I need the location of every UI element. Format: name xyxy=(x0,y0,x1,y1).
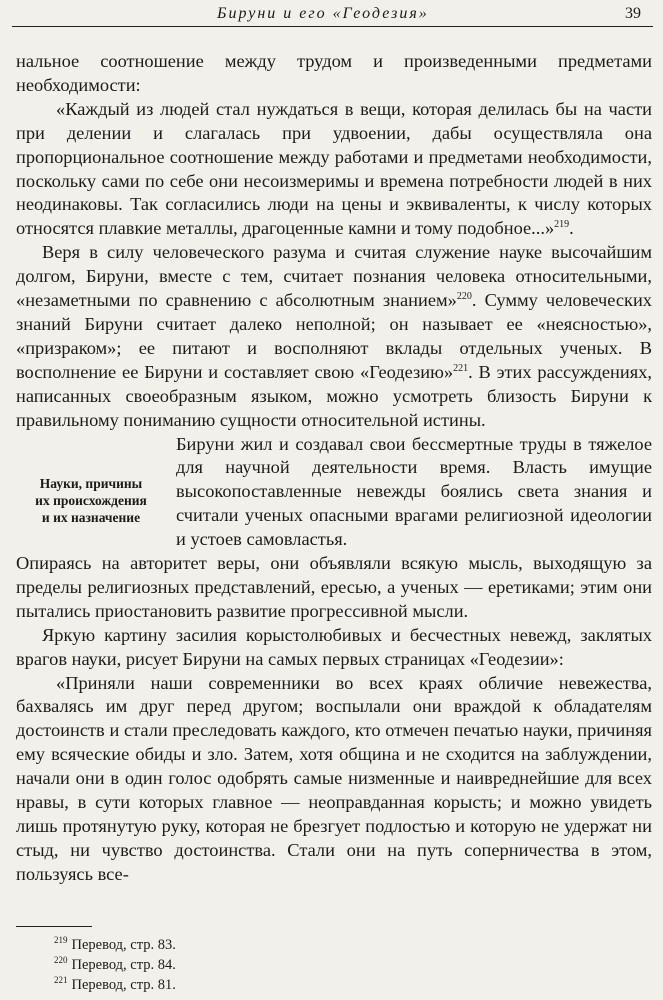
paragraph: Бируни жил и создавал свои бессмертные труды в тяжелое для научной деятельности время. Власть имущие высокопоставленные невежды боялись света знания и считали ученых опасными врагами религиозной идеологии и устоев самовластья. xyxy=(176,433,652,550)
footnotes xyxy=(54,935,176,995)
marginal-block xyxy=(16,433,652,553)
footnote: $^{221}$ Перевод, стр. 81. xyxy=(54,975,176,993)
main-text xyxy=(16,50,652,887)
footnote: $^{219}$ Перевод, стр. 83. xyxy=(54,935,176,953)
quote-paragraph: «Приняли наши современники во всех краях обличие невежества, бахвалясь им друг перед другом; воспылали они враждой к обладателям достоинств и стали преследовать каждого, кто отмечен печатью науки, причиняя ему всяческие обиды и зло. Затем, хотя община и не сходится на заблуждении, начали они в один голос одобрять самые низменные и наивреднейшие для всех нравы, в сути которых главное — неоправданная корысть; и можно увидеть лишь протянутую руку, которая не брезгует подлостью и которую не удержат ни стыд, ни чувство достоинства. Стали они на путь соперничества в этом, пользуясь все- xyxy=(16,672,652,884)
paragraph: нальное соотношение между трудом и произведенными предметами необходимости: xyxy=(16,51,652,95)
footnote-ref: 220 xyxy=(456,290,472,302)
paragraph: Опираясь на авторитет веры, они объявляли всякую мысль, выходящую за пределы религиозных представлений, ересью, а ученых — еретиками; этим они пытались приостановить развитие прогрессивной мысли. xyxy=(16,553,652,621)
header-rule xyxy=(12,26,653,27)
footnote-ref: 221 xyxy=(453,362,469,374)
running-head xyxy=(12,2,653,30)
paragraph: Яркую картину засилия корыстолюбивых и бесчестных невежд, заклятых врагов науки, рисует Бируни на самых первых страницах «Геодезии»: xyxy=(16,624,652,669)
footnote: $^{220}$ Перевод, стр. 84. xyxy=(54,955,176,973)
marginal-heading: Науки, причины их происхождения и их назначение xyxy=(35,475,147,525)
page-number: 39 xyxy=(625,5,641,22)
quote-paragraph: «Каждый из людей стал нуждаться в вещи, которая делилась бы на части при делении и слагалась при удвоении, дабы осуществляла она пропорциональное соотношение между работами и предметами необходимости, поскольку сами по себе они несоизмеримы и времена потребности людей в них неодинаковы. Так согласились люди на цены и эквиваленты, к числу которых относятся плавкие металлы, драгоценные камни и тому подобное...»$^{219}$. xyxy=(16,98,652,239)
paragraph: Веря в силу человеческого разума и считая служение науке высочайшим долгом, Бируни, вместе с тем, считает познания человека относительными, «незаметными по сравнению с абсолютным знанием»$^{220}$. Сумму человеческих знаний Бируни считает далеко неполной; он называет ее «неясностью», «призраком»; ее питают и восполняют вклады отдельных ученых. В восполнение ее Бируни и составляет свою «Геодезию»$^{221}$. В этих рассуждениях, написанных своеобразным языком, можно усмотреть близость Бируни к правильному пониманию сущности относительной истины. xyxy=(16,242,652,430)
footnote-rule xyxy=(16,926,92,927)
running-title: Бируни и его «Геодезия» xyxy=(217,5,429,22)
footnote-ref: 219 xyxy=(554,219,570,231)
